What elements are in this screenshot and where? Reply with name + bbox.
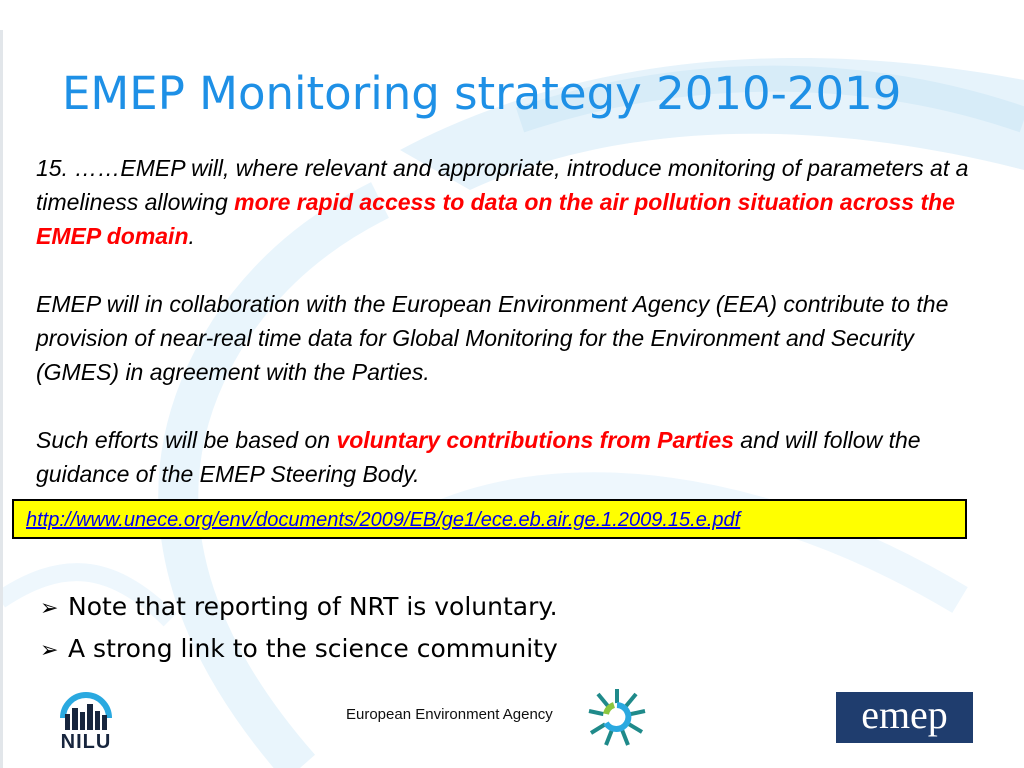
paragraph-1-highlight: more rapid access to data on the air pollution situation across the EMEP domain [36, 189, 955, 249]
paragraph-3 [36, 423, 981, 491]
emep-logo-text: emep [861, 691, 948, 737]
document-link[interactable]: http://www.unece.org/env/documents/2009/EB/ge1/ece.eb.air.ge.1.2009.15.e.pdf [26, 509, 741, 531]
arrow-bullet-icon: ➢ [40, 638, 59, 663]
left-edge-line [0, 30, 3, 768]
bullet-text: Note that reporting of NRT is voluntary. [68, 592, 558, 621]
nilu-label: NILU [60, 731, 112, 753]
bullet-item [40, 629, 558, 671]
paragraph-1-intro: 15. ……EMEP will, where relevant and appropriate, introduce monitoring of parameters at a timeliness allowing [36, 155, 969, 215]
paragraph-1-end: . [188, 223, 195, 249]
eea-sun-icon [584, 684, 650, 750]
body-text [36, 151, 981, 525]
arrow-bullet-icon: ➢ [40, 596, 59, 621]
nilu-logo [55, 684, 117, 754]
nilu-emblem-icon [55, 684, 117, 734]
bullet-list [40, 587, 558, 671]
bullet-item [40, 587, 558, 629]
paragraph-3-intro: Such efforts will be based on [36, 427, 337, 453]
paragraph-1 [36, 151, 981, 253]
emep-logo [836, 692, 973, 743]
paragraph-3-end: and will follow the guidance of the EMEP Steering Body. [36, 427, 921, 487]
link-box [12, 499, 967, 539]
bullet-text: A strong link to the science community [68, 634, 558, 663]
slide-title: EMEP Monitoring strategy 2010-2019 [62, 67, 902, 120]
paragraph-3-highlight: voluntary contributions from Parties [336, 427, 734, 453]
paragraph-2: EMEP will in collaboration with the European Environment Agency (EEA) contribute to the provision of near-real time data for Global Monitoring for the Environment and Security (GMES) in agreement with the Parties. [36, 291, 949, 385]
eea-label: European Environment Agency [346, 706, 553, 723]
